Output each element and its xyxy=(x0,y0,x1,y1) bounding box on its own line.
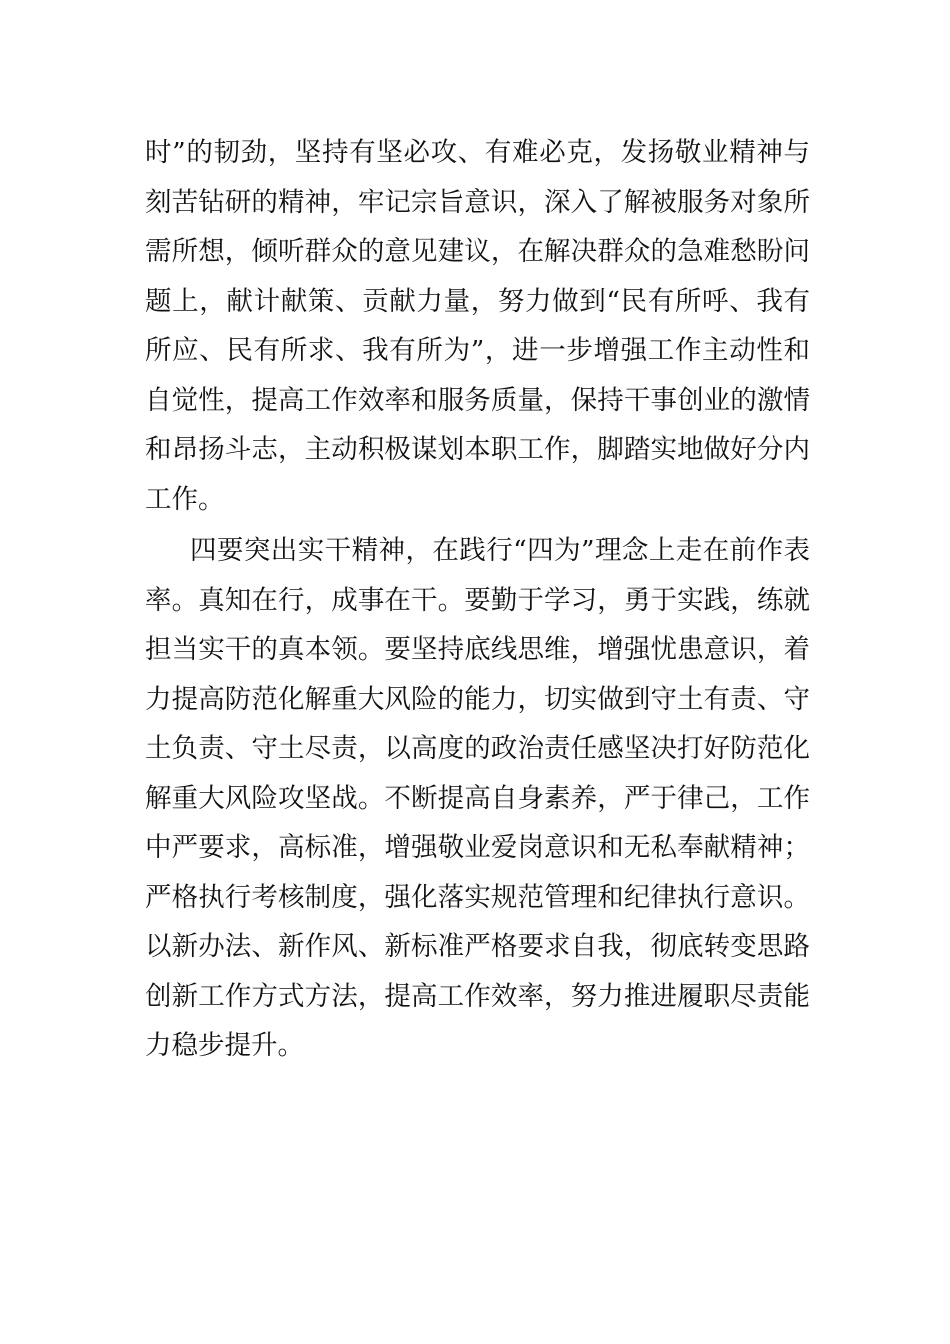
paragraph-line: 刻苦钻研的精神，牢记宗旨意识，深入了解被服务对象所 xyxy=(145,186,810,218)
paragraph-line: 创新工作方式方法，提高工作效率，努力推进履职尽责能 xyxy=(145,980,810,1012)
paragraph-line: 题上，献计献策、贡献力量，努力做到“民有所呼、我有 xyxy=(145,285,810,317)
paragraph-line: 力稳步提升。 xyxy=(145,1030,304,1061)
paragraph-line: 和昂扬斗志，主动积极谋划本职工作，脚踏实地做好分内 xyxy=(145,434,810,465)
paragraph-1 xyxy=(145,128,810,524)
paragraph-line: 工作。 xyxy=(145,483,225,515)
paragraph-line: 严格执行考核制度，强化落实规范管理和纪律执行意识。 xyxy=(145,881,810,913)
paragraph-line: 所应、民有所求、我有所为”，进一步增强工作主动性和 xyxy=(145,335,810,366)
paragraph-line: 力提高防范化解重大风险的能力，切实做到守土有责、守 xyxy=(145,683,810,715)
paragraph-line: 中严要求，高标准，增强敬业爱岗意识和无私奉献精神； xyxy=(145,832,810,863)
paragraph-line: 以新办法、新作风、新标准严格要求自我，彻底转变思路 xyxy=(145,931,810,962)
paragraph-line: 土负责、守土尽责，以高度的政治责任感坚决打好防范化 xyxy=(145,733,810,764)
paragraph-line: 率。真知在行，成事在干。要勤于学习，勇于实践，练就 xyxy=(145,584,810,616)
paragraph-line: 自觉性，提高工作效率和服务质量，保持干事创业的激情 xyxy=(145,384,810,416)
paragraph-line: 四要突出实干精神，在践行“四为”理念上走在前作表 xyxy=(190,535,810,566)
paragraph-2 xyxy=(145,526,810,1071)
paragraph-line: 担当实干的真本领。要坚持底线思维，增强忧患意识，着 xyxy=(145,634,810,665)
paragraph-line: 解重大风险攻坚战。不断提高自身素养，严于律己，工作 xyxy=(145,782,810,814)
paragraph-line: 时”的韧劲，坚持有坚必攻、有难必克，发扬敬业精神与 xyxy=(145,137,810,168)
paragraph-line: 需所想，倾听群众的意见建议，在解决群众的急难愁盼问 xyxy=(145,236,810,267)
